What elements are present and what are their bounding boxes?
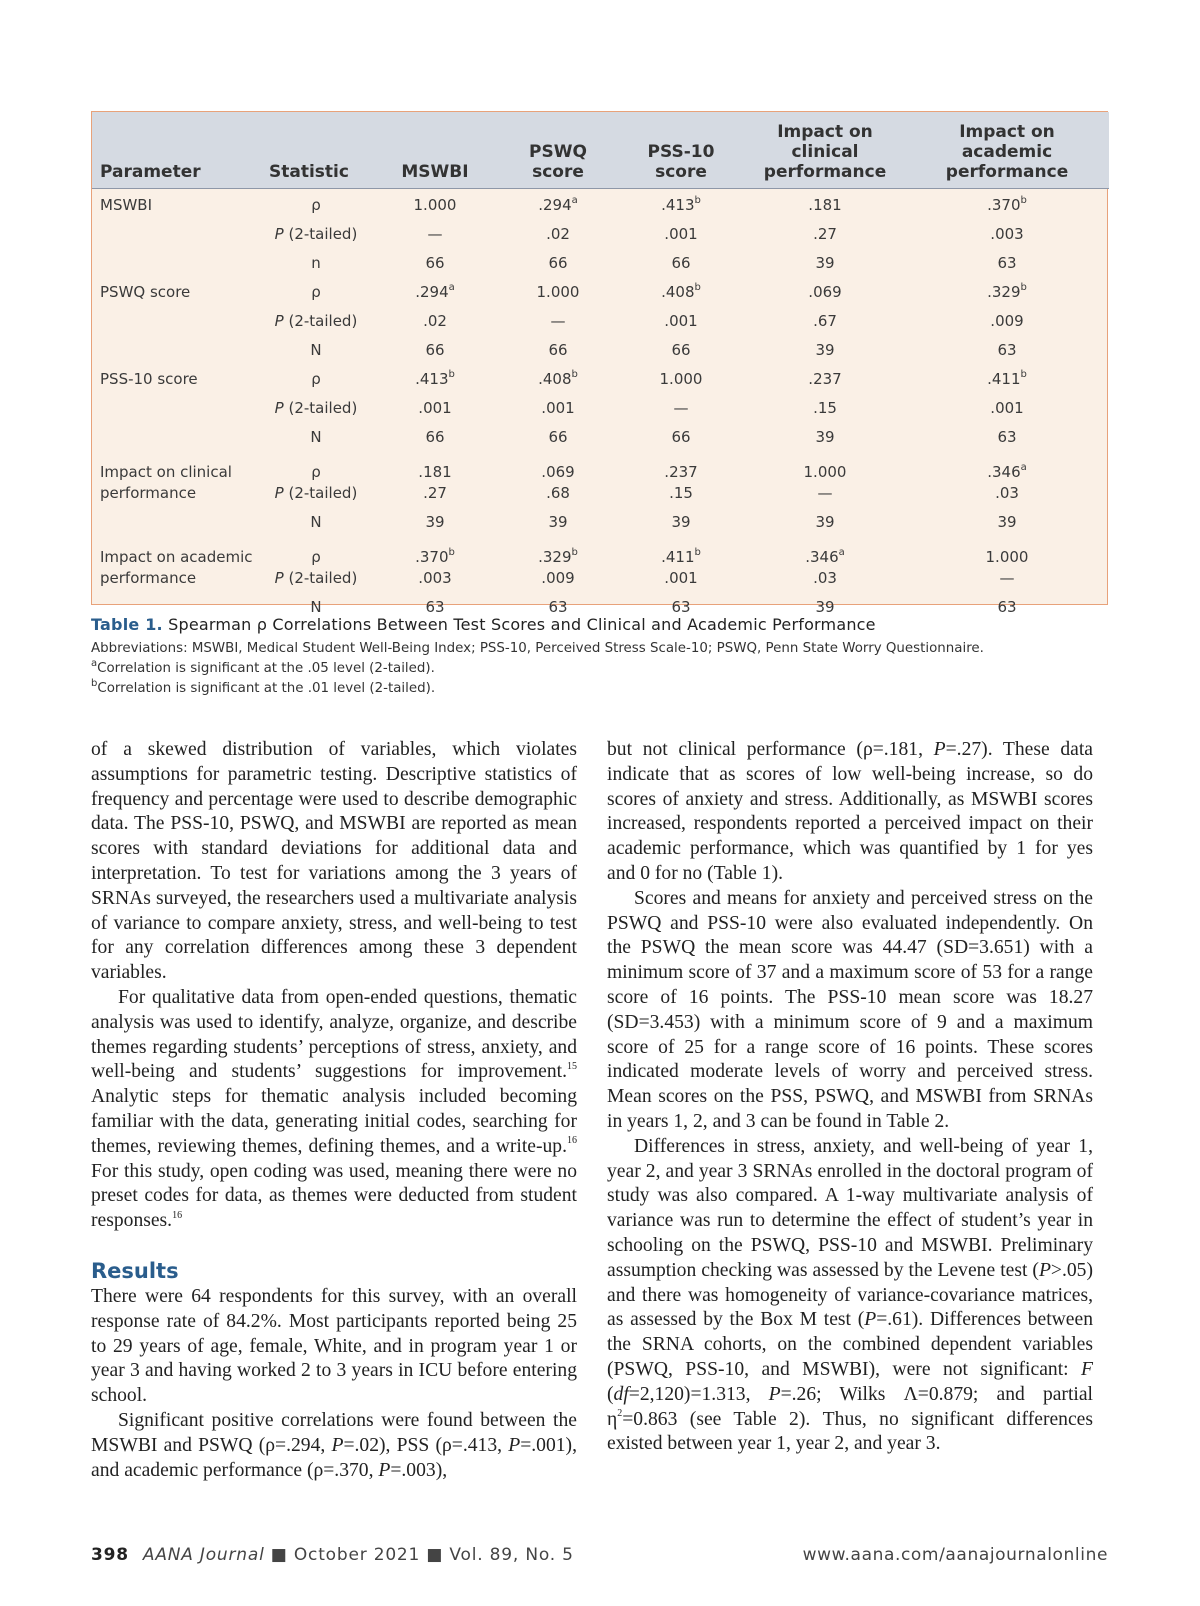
cell — [905, 188, 1109, 224]
row-label: MSWBI — [100, 195, 153, 214]
caption-label: Table 1. — [91, 615, 163, 634]
header-academic-line3: performance — [945, 161, 1069, 182]
paragraph — [607, 738, 1093, 887]
cell-value: .329 — [538, 547, 572, 566]
paragraph: Scores and means for anxiety and perceived stress on the PSWQ and PSS-10 were also evaluated independently. On the PSWQ the mean score was 44.47 (SD=3.651) with a minimum score of 37 and a maximum score of 53 for a range score of 16 points. The PSS-10 mean score was 18.27 (SD=3.453) with a minimum score of 9 and a maximum score of 25 for a range score of 16 points. These scores indicated moderate levels of worry and perceived stress. Mean scores on the PSS, PSWQ, and MSWBI from SRNAs in years 1, 2, and 3 can be found in Table 2. — [607, 887, 1093, 1132]
cell-rho — [371, 547, 499, 568]
row-label: PSS-10 score — [100, 369, 198, 388]
row-label-line2: performance — [100, 483, 197, 502]
cell: 66 — [671, 427, 691, 446]
header-academic — [905, 112, 1109, 188]
cell: 66 — [425, 340, 445, 359]
stat-p — [261, 568, 371, 589]
cell: .02 — [423, 311, 447, 330]
cell-p: .03 — [813, 568, 837, 587]
table-caption — [91, 615, 1121, 699]
cell: — — [673, 398, 689, 417]
italic-run: P — [331, 1434, 344, 1456]
cell — [905, 369, 1109, 398]
note-marker: a — [91, 657, 98, 669]
italic-run: P — [508, 1434, 521, 1456]
cell-p: — — [817, 483, 833, 502]
cell: 66 — [548, 427, 568, 446]
stat-p-rest: (2-tailed) — [283, 568, 358, 587]
cell: .001 — [541, 398, 575, 417]
row-label — [92, 456, 261, 512]
cell — [905, 456, 1109, 512]
cell — [617, 541, 745, 597]
cell: 39 — [815, 512, 835, 531]
cell — [617, 188, 745, 224]
cell-rho: .069 — [541, 462, 575, 481]
cell: .15 — [813, 398, 837, 417]
paragraph — [91, 1409, 577, 1483]
header-parameter: Parameter — [92, 112, 261, 188]
cell-value: .413 — [415, 369, 449, 388]
table-row-pswq-n — [92, 340, 1109, 369]
cell: 63 — [997, 340, 1017, 359]
text-run: =.001), and academic performance (ρ=.370, — [91, 1434, 577, 1481]
table-row-mswbi-rho — [92, 188, 1109, 224]
note-text: Correlation is significant at the .01 level (2-tailed). — [97, 681, 436, 696]
cell: .009 — [990, 311, 1024, 330]
sig-marker: b — [694, 194, 701, 206]
cell-value: .411 — [661, 547, 695, 566]
header-pss — [617, 112, 745, 188]
stat-p-letter: P — [274, 483, 284, 502]
table-row-clinical-n — [92, 512, 1109, 541]
cell — [745, 456, 905, 512]
empty-cell — [92, 340, 261, 369]
cell: 1.000 — [659, 369, 703, 388]
cell: 1.000 — [413, 195, 457, 214]
cell: .001 — [418, 398, 452, 417]
cell — [371, 456, 499, 512]
header-pss-line1: PSS-10 — [647, 141, 715, 162]
sig-marker: a — [838, 546, 845, 558]
cell-value: .346 — [805, 547, 839, 566]
caption-note-b — [91, 679, 1121, 699]
stat-p — [261, 224, 371, 253]
cell: 63 — [997, 597, 1017, 616]
cell-value: .370 — [987, 195, 1021, 214]
cell — [905, 541, 1109, 597]
body-column-right — [607, 738, 1093, 1457]
text-run: =0.863 (see Table 2). Thus, no significant differences existed between year 1, year 2, and year 3. — [607, 1408, 1093, 1455]
footer-citation — [91, 1545, 574, 1565]
cell: 66 — [425, 427, 445, 446]
cell — [499, 188, 617, 224]
cell: .001 — [990, 398, 1024, 417]
sig-marker: a — [448, 281, 455, 293]
cell-p: .009 — [541, 568, 575, 587]
cell: .67 — [813, 311, 837, 330]
cell-value: .294 — [538, 195, 572, 214]
cell-rho — [617, 547, 745, 568]
cell-p: — — [999, 568, 1015, 587]
cell-value: .294 — [415, 282, 449, 301]
cell: 39 — [671, 512, 691, 531]
stat-p-letter: P — [274, 224, 284, 243]
cell: 39 — [997, 512, 1017, 531]
cell: — — [550, 311, 566, 330]
sig-marker: b — [1020, 194, 1027, 206]
cell-rho: .237 — [664, 462, 698, 481]
note-marker: b — [91, 677, 98, 689]
cell: 39 — [548, 512, 568, 531]
cell-rho: 1.000 — [803, 462, 847, 481]
sig-marker: b — [448, 368, 455, 380]
empty-cell — [92, 224, 261, 253]
stat-p — [261, 311, 371, 340]
cell: .02 — [546, 224, 570, 243]
cell: 39 — [815, 253, 835, 272]
cell: .181 — [808, 195, 842, 214]
header-academic-line1: Impact on — [959, 121, 1055, 142]
caption-note-a — [91, 659, 1121, 679]
cell: 39 — [815, 340, 835, 359]
cell: .27 — [813, 224, 837, 243]
italic-run: P — [864, 1309, 877, 1331]
paragraph: There were 64 respondents for this survey, with an overall response rate of 84.2%. Most participants reported being 25 to 29 years of age, female, White, and in program year 1 or year 3 and having worked 2 to 3 years in ICU before entering school. — [91, 1285, 577, 1407]
row-label-line2: performance — [100, 568, 197, 587]
cell — [745, 541, 905, 597]
stat-rho: ρ — [311, 547, 321, 566]
text-run: Analytic steps for thematic analysis included becoming familiar with the data, generating initial codes, searching for themes, reviewing themes, defining themes, and a write-up. — [91, 1086, 577, 1157]
empty-cell — [92, 398, 261, 427]
table-row-mswbi-n — [92, 253, 1109, 282]
cell: 63 — [548, 597, 568, 616]
cell-value: .411 — [987, 369, 1021, 388]
cell-p: .03 — [995, 483, 1019, 502]
stat-n: N — [310, 512, 322, 531]
row-label — [92, 541, 261, 597]
cell-value: .408 — [538, 369, 572, 388]
sig-marker: b — [694, 546, 701, 558]
italic-run: P — [768, 1383, 781, 1405]
text-run: For qualitative data from open-ended questions, thematic analysis was used to identify, analyze, organize, and describe themes regarding students’ perceptions of stress, anxiety, and well-being and students’ suggestions for improvement. — [91, 986, 577, 1083]
stat-p-letter: P — [274, 568, 284, 587]
header-pss-line2: score — [655, 161, 707, 182]
header-pswq-line2: score — [532, 161, 584, 182]
text-run: For this study, open coding was used, meaning there were no preset codes for data, as themes were deducted from student responses. — [91, 1160, 577, 1232]
journal-url: www.aana.com/aanajournalonline — [802, 1545, 1108, 1565]
cell: 39 — [815, 597, 835, 616]
sig-marker: b — [571, 368, 578, 380]
text-run: =2,120)=1.313, — [628, 1383, 769, 1405]
stat-p-rest: (2-tailed) — [283, 224, 358, 243]
stat-p — [261, 483, 371, 504]
table-row-academic-rho-p — [92, 541, 1109, 597]
stat-n: N — [310, 340, 322, 359]
stat-rho: ρ — [311, 195, 321, 214]
body-column-left — [91, 738, 577, 1483]
cell: 1.000 — [536, 282, 580, 301]
cell-rho — [905, 462, 1109, 483]
stat-p-rest: (2-tailed) — [283, 398, 358, 417]
cell-value: .329 — [987, 282, 1021, 301]
stat-rho-p — [261, 541, 371, 597]
table-header-row — [92, 112, 1109, 188]
table-row-pss-rho — [92, 369, 1109, 398]
table-row-mswbi-p — [92, 224, 1109, 253]
empty-cell — [92, 311, 261, 340]
cell: 63 — [997, 427, 1017, 446]
page-number: 398 — [91, 1545, 129, 1565]
text-run: ( — [607, 1383, 614, 1405]
empty-cell — [92, 427, 261, 456]
empty-cell — [92, 512, 261, 541]
cell: .001 — [664, 224, 698, 243]
text-run: =.02), PSS (ρ=.413, — [343, 1434, 509, 1456]
cell-value: .413 — [661, 195, 695, 214]
stat-p — [261, 398, 371, 427]
table-row-pswq-rho — [92, 282, 1109, 311]
cell: 66 — [548, 253, 568, 272]
cell: .069 — [808, 282, 842, 301]
cell: 39 — [425, 512, 445, 531]
sig-marker: a — [571, 194, 578, 206]
text-run: but not clinical performance (ρ=.181, — [607, 739, 934, 760]
sig-marker: b — [448, 546, 455, 558]
cell: 66 — [671, 340, 691, 359]
header-academic-line2: academic — [961, 141, 1053, 162]
cell — [499, 541, 617, 597]
cell: .003 — [990, 224, 1024, 243]
stat-n: N — [310, 427, 322, 446]
journal-name: AANA Journal — [142, 1545, 265, 1565]
stat-p-letter: P — [274, 311, 284, 330]
caption-title — [91, 615, 1121, 634]
stat-rho: ρ — [311, 282, 321, 301]
superscript: 2 — [617, 1407, 623, 1419]
sig-marker: b — [1020, 281, 1027, 293]
text-run: Significant positive correlations were found between the MSWBI and PSWQ (ρ=.294, — [91, 1409, 577, 1456]
stat-n: N — [310, 597, 322, 616]
header-clinical — [745, 112, 905, 188]
stat-rho: ρ — [311, 369, 321, 388]
cell: 63 — [671, 597, 691, 616]
cell-rho — [745, 547, 905, 568]
cell: 63 — [425, 597, 445, 616]
caption-title-text: Spearman ρ Correlations Between Test Scores and Clinical and Academic Performance — [162, 615, 876, 634]
header-clinical-line3: performance — [763, 161, 887, 182]
table-row-pswq-p — [92, 311, 1109, 340]
cell — [371, 369, 499, 398]
cell: 39 — [815, 427, 835, 446]
stat-rho: ρ — [311, 462, 321, 481]
stat-p-rest: (2-tailed) — [283, 311, 358, 330]
issue-info: ■ October 2021 ■ Vol. 89, No. 5 — [264, 1545, 574, 1565]
correlation-table — [92, 112, 1109, 626]
header-mswbi: MSWBI — [371, 112, 499, 188]
cell-rho — [499, 547, 617, 568]
sig-marker: b — [694, 281, 701, 293]
cell: .001 — [664, 311, 698, 330]
cell-value: .346 — [987, 462, 1021, 481]
italic-run: F — [1081, 1358, 1093, 1380]
header-pswq — [499, 112, 617, 188]
text-run: =.61). Differences between the SRNA cohorts, on the combined dependent variables (PSWQ, PSS-10, and MSWBI), were not significant: — [607, 1309, 1093, 1380]
cell-p: .15 — [669, 483, 693, 502]
row-label-line1: Impact on academic — [100, 547, 253, 566]
row-label: PSWQ score — [100, 282, 191, 301]
table-row-clinical-rho-p — [92, 456, 1109, 512]
correlation-table-panel — [91, 111, 1108, 616]
reference-marker: 16 — [172, 1209, 183, 1221]
header-clinical-line2: clinical — [791, 141, 859, 162]
cell — [617, 282, 745, 311]
cell-rho: .181 — [418, 462, 452, 481]
caption-abbreviations: Abbreviations: MSWBI, Medical Student Well-Being Index; PSS-10, Perceived Stress Scale-10; PSWQ, Penn State Worry Questionnaire. — [91, 641, 984, 656]
paragraph — [607, 1135, 1093, 1457]
stat-p-rest: (2-tailed) — [283, 483, 358, 502]
paragraph: of a skewed distribution of variables, which violates assumptions for parametric testing. Descriptive statistics of frequency and percentage were used to describe demographic data. The PSS-10, PSWQ, and MSWBI are reported as mean scores with standard deviations for additional data and interpretation. To test for variations among the 3 years of SRNAs surveyed, the researchers used a multivariate analysis of variance to compare anxiety, stress, and well-being to test for any correlation differences among these 3 dependent variables. — [91, 739, 577, 984]
cell: .237 — [808, 369, 842, 388]
italic-run: df — [613, 1383, 629, 1405]
text-run: =.003), — [390, 1459, 448, 1481]
cell-p: .68 — [546, 483, 570, 502]
text-run: =.27). These data indicate that as scores of low well-being increase, so do scores of anxiety and stress. Additionally, as MSWBI scores increased, respondents reported a perceived impact on their academic performance, which was quantified by 1 for yes and 0 for no (Table 1). — [607, 739, 1094, 884]
text-run: >.05) and there was homogeneity of variance-covariance matrices, as assessed by the Box M test ( — [607, 1259, 1093, 1331]
cell: 63 — [997, 253, 1017, 272]
sig-marker: b — [571, 546, 578, 558]
reference-marker: 16 — [567, 1135, 577, 1147]
table-row-pss-p — [92, 398, 1109, 427]
cell-rho: 1.000 — [985, 547, 1029, 566]
header-pswq-line1: PSWQ — [529, 141, 587, 162]
cell-p: .003 — [418, 568, 452, 587]
italic-run: P — [1038, 1259, 1051, 1281]
table-row-pss-n — [92, 427, 1109, 456]
row-label-line1: Impact on clinical — [100, 462, 232, 481]
cell — [905, 282, 1109, 311]
cell: 66 — [671, 253, 691, 272]
cell: 66 — [425, 253, 445, 272]
paragraph — [91, 986, 577, 1234]
cell — [371, 282, 499, 311]
note-text: Correlation is significant at the .05 level (2-tailed). — [97, 661, 435, 676]
cell-p: .27 — [423, 483, 447, 502]
cell — [617, 456, 745, 512]
cell: — — [427, 224, 443, 243]
header-clinical-line1: Impact on — [777, 121, 873, 142]
cell — [499, 456, 617, 512]
italic-run: P — [378, 1459, 391, 1481]
sig-marker: b — [1020, 368, 1027, 380]
cell: 66 — [548, 340, 568, 359]
stat-p-letter: P — [274, 398, 284, 417]
reference-marker: 15 — [567, 1060, 577, 1072]
cell — [371, 541, 499, 597]
text-run: =.26; Wilks Λ=0.879; and partial η — [607, 1383, 1093, 1430]
header-statistic: Statistic — [261, 112, 371, 188]
empty-cell — [92, 253, 261, 282]
italic-run: P — [933, 739, 946, 760]
cell-p: .001 — [664, 568, 698, 587]
cell-value: .370 — [415, 547, 449, 566]
stat-n: n — [311, 253, 321, 272]
sig-marker: a — [1020, 461, 1027, 473]
stat-rho-p — [261, 456, 371, 512]
cell-value: .408 — [661, 282, 695, 301]
results-heading: Results — [91, 1258, 179, 1283]
cell — [499, 369, 617, 398]
text-run: Differences in stress, anxiety, and well-being of year 1, year 2, and year 3 SRNAs enrolled in the doctoral program of study was also compared. A 1-way multivariate analysis of variance was run to determine the effect of student’s year in schooling on the PSWQ, PSS-10 and MSWBI. Preliminary assumption checking was assessed by the Levene test ( — [607, 1135, 1093, 1281]
